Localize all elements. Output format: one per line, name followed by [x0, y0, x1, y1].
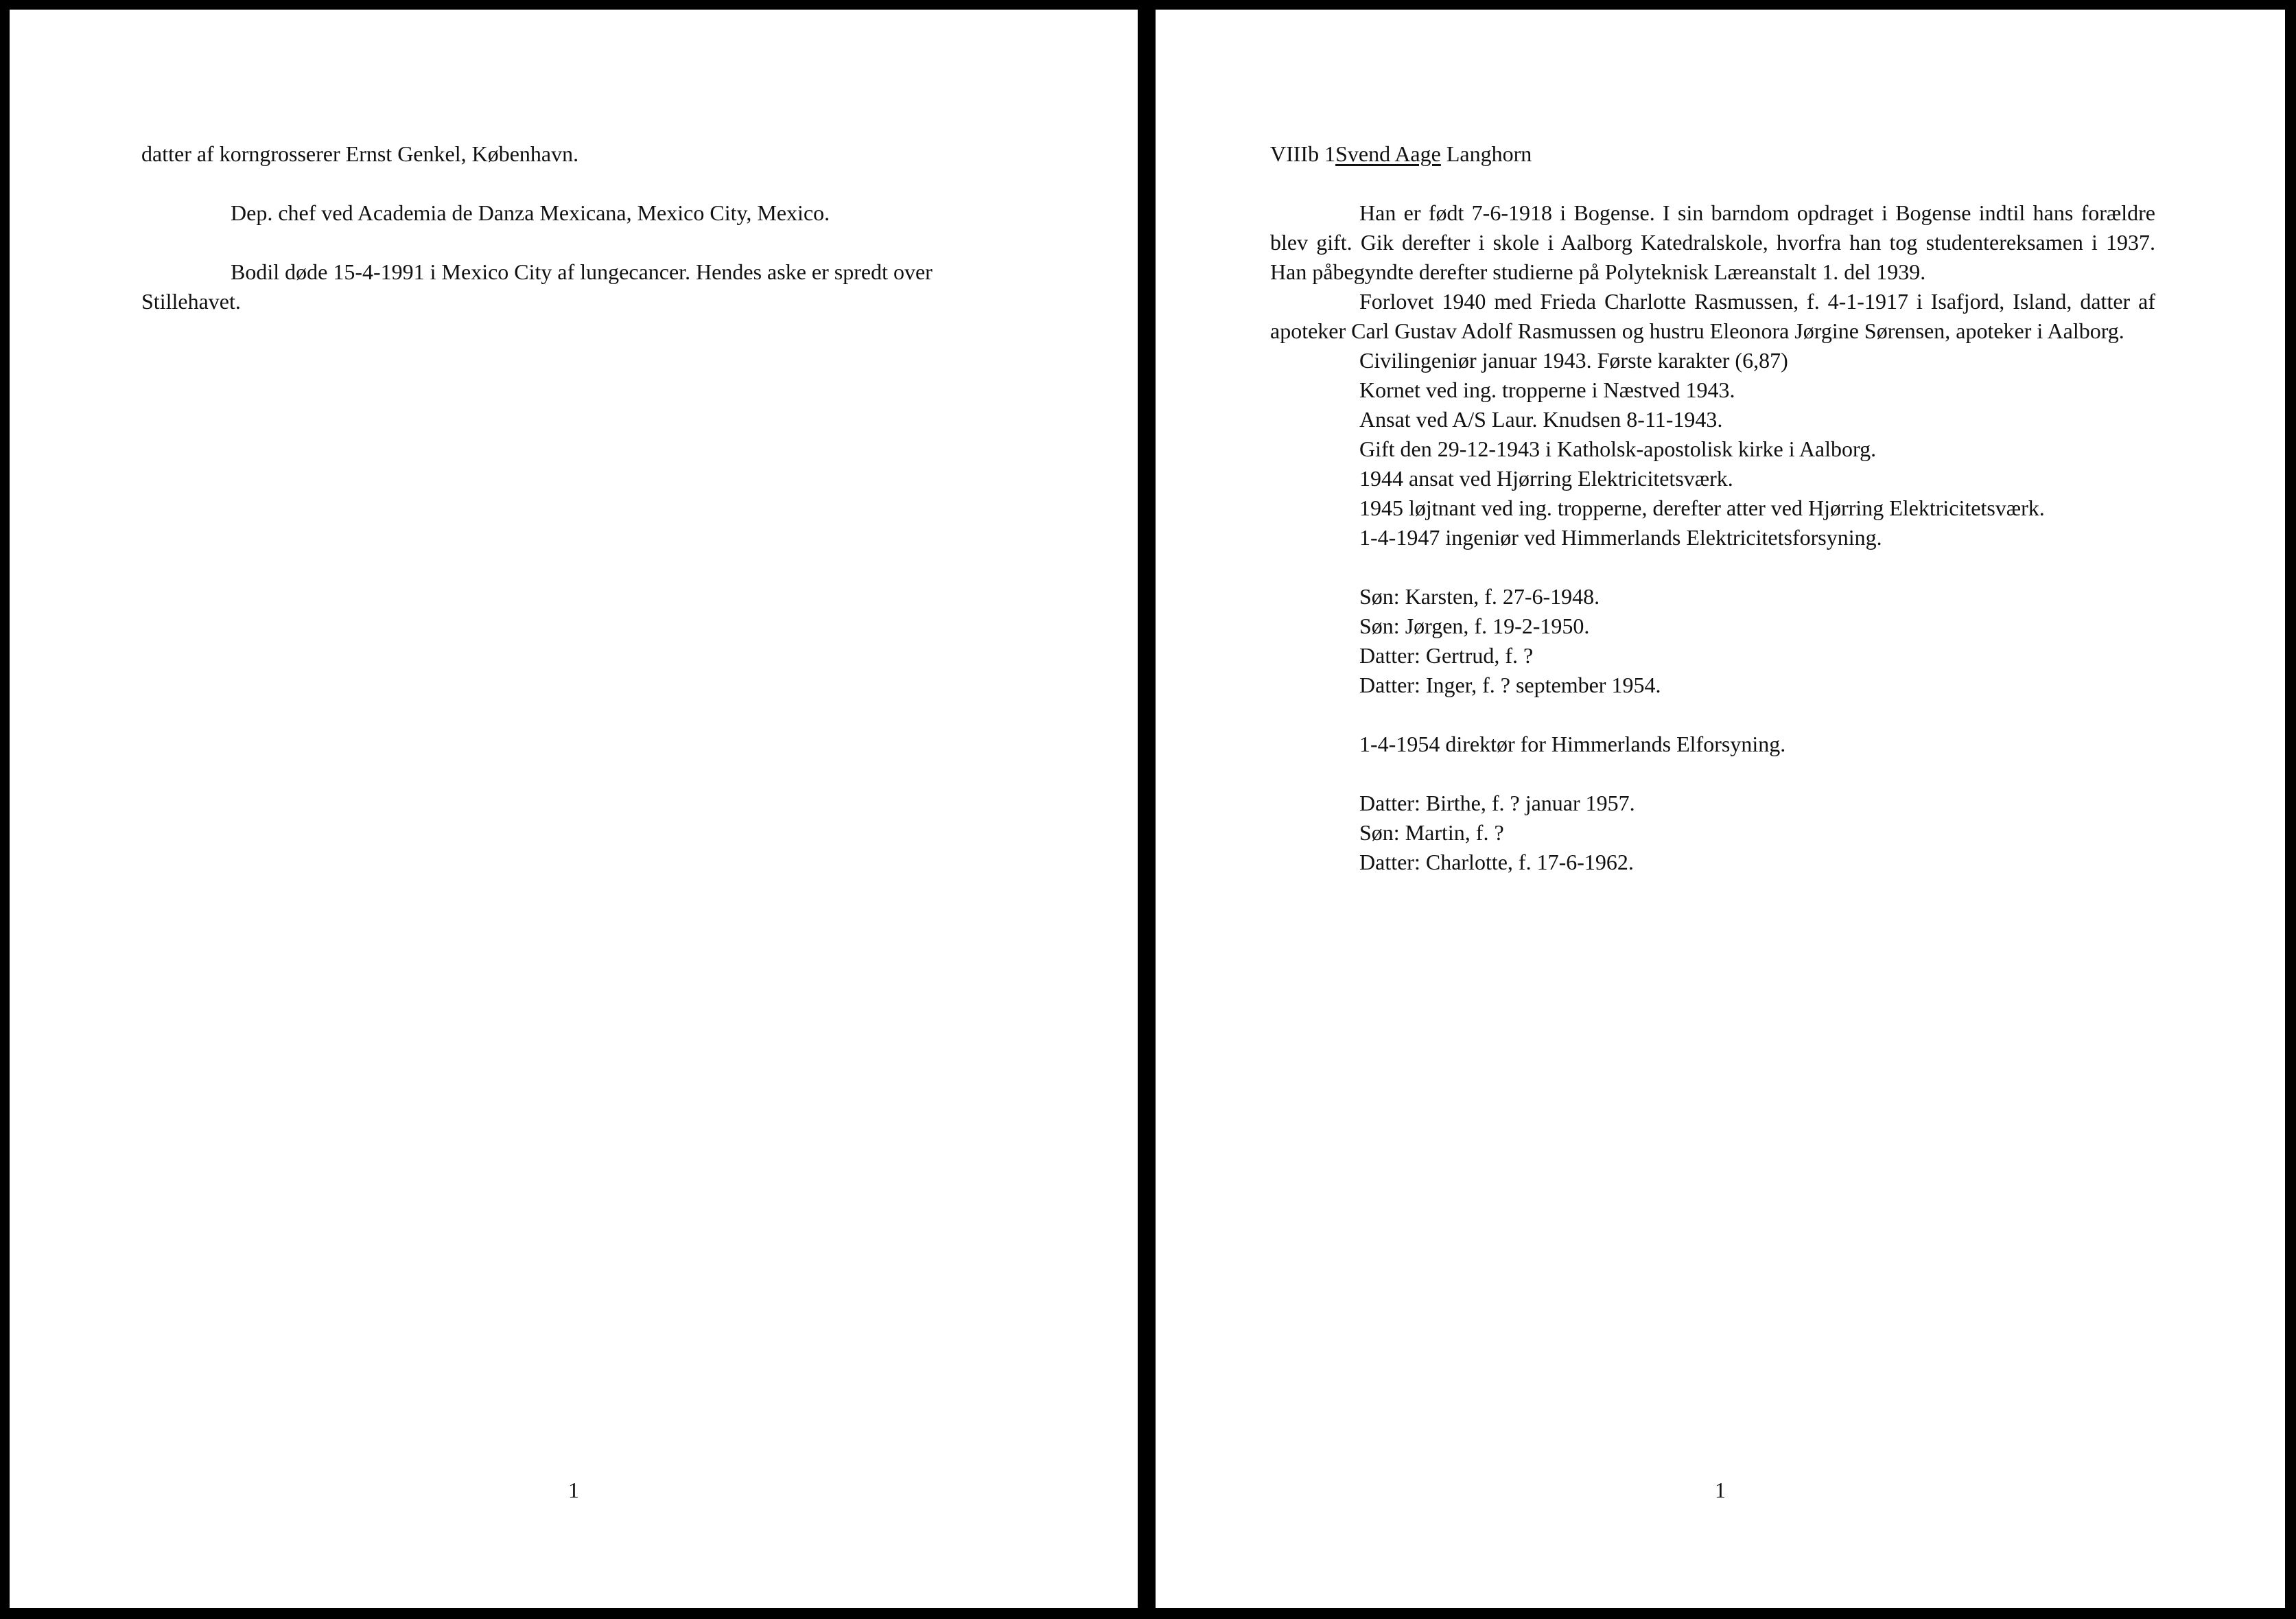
left-paragraph-3: Bodil døde 15-4-1991 i Mexico City af lungecancer. Hendes aske er spredt over Stillehavet. — [141, 259, 933, 314]
section-heading — [1270, 139, 2155, 169]
left-page — [10, 10, 1138, 1608]
child-line: Søn: Karsten, f. 27-6-1948. — [1359, 584, 1600, 609]
child-line: Datter: Gertrud, f. ? — [1359, 643, 1534, 668]
left-paragraph-1: datter af korngrosserer Ernst Genkel, København. — [141, 141, 579, 166]
career-line: Kornet ved ing. tropperne i Næstved 1943. — [1359, 377, 1735, 402]
child-line: Datter: Birthe, f. ? januar 1957. — [1359, 791, 1635, 815]
left-paragraph-2: Dep. chef ved Academia de Danza Mexicana, Mexico City, Mexico. — [231, 200, 830, 225]
children-list-2 — [1270, 789, 2155, 877]
career-line: 1-4-1947 ingeniør ved Himmerlands Elektricitetsforsyning. — [1359, 525, 1882, 550]
children-list-1 — [1270, 582, 2155, 700]
right-page — [1156, 10, 2285, 1608]
heading-surname: Langhorn — [1440, 141, 1532, 166]
heading-prefix: VIIIb 1 — [1270, 141, 1336, 166]
left-page-body — [141, 139, 1024, 316]
engagement-paragraph: Forlovet 1940 med Frieda Charlotte Rasmussen, f. 4-1-1917 i Isafjord, Island, datter af apoteker Carl Gustav Adolf Rasmussen og hustru Eleonora Jørgine Sørensen, apoteker i Aalborg. — [1270, 289, 2155, 343]
heading-given-name: Svend Aage — [1335, 141, 1441, 166]
child-line: Søn: Martin, f. ? — [1359, 820, 1504, 845]
left-page-number: 1 — [568, 1478, 579, 1502]
child-line: Datter: Inger, f. ? september 1954. — [1359, 673, 1661, 697]
right-page-number: 1 — [1715, 1478, 1726, 1502]
career-line: Civilingeniør januar 1943. Første karakter (6,87) — [1359, 348, 1788, 373]
child-line: Søn: Jørgen, f. 19-2-1950. — [1359, 614, 1590, 638]
career-line: Ansat ved A/S Laur. Knudsen 8-11-1943. — [1359, 407, 1723, 432]
career-list — [1270, 346, 2155, 552]
career-line: 1944 ansat ved Hjørring Elektricitetsværk. — [1359, 466, 1733, 491]
right-page-body — [1270, 139, 2155, 877]
child-line: Datter: Charlotte, f. 17-6-1962. — [1359, 850, 1634, 874]
director-line: 1-4-1954 direktør for Himmerlands Elforsyning. — [1359, 732, 1786, 756]
career-line: Gift den 29-12-1943 i Katholsk-apostolisk kirke i Aalborg. — [1359, 436, 1877, 461]
biography-paragraph: Han er født 7-6-1918 i Bogense. I sin barndom opdraget i Bogense indtil hans forældre blev gift. Gik derefter i skole i Aalborg Katedralskole, hvorfra han tog studentereksamen i 1937. Han påbegyndte derefter studierne på Polyteknisk Læreanstalt 1. del 1939. — [1270, 200, 2155, 284]
career-line: 1945 løjtnant ved ing. tropperne, derefter atter ved Hjørring Elektricitetsværk. — [1359, 496, 2045, 520]
